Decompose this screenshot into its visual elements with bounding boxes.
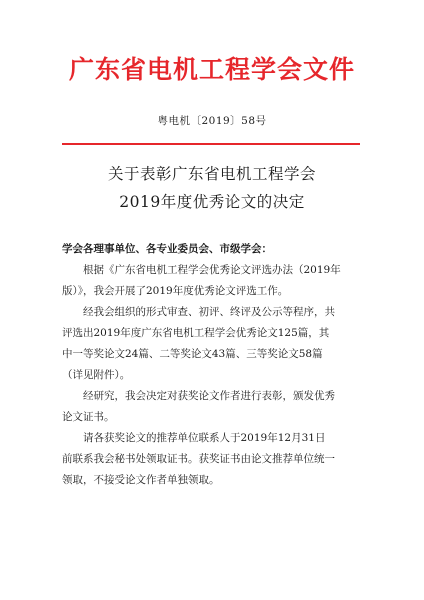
- paragraph-line: 请各获奖论文的推荐单位联系人于2019年12月31日: [83, 432, 326, 444]
- document-number: 粤电机〔2019〕58号: [157, 115, 267, 127]
- document-title-line-2: 2019年度优秀论文的决定: [119, 193, 305, 211]
- red-divider: [62, 143, 360, 145]
- paragraph-line: （详见附件）。: [62, 369, 131, 381]
- paragraph-4: [62, 428, 360, 491]
- document-body: [62, 239, 360, 491]
- paragraph-2: [62, 302, 360, 386]
- addressee: 学会各理事单位、各专业委员会、市级学会：: [62, 243, 272, 255]
- paragraph-line: 中一等奖论文24篇、二等奖论文43篇、三等奖论文58篇: [62, 348, 323, 360]
- paragraph-line: 前联系我会秘书处领取证书。获奖证书由论文推荐单位统一: [62, 453, 335, 465]
- paragraph-line: 论文证书。: [62, 411, 115, 423]
- paragraph-line: 领取，不接受论文作者单独领取。: [62, 474, 220, 486]
- document-title-line-1: 关于表彰广东省电机工程学会: [107, 165, 316, 183]
- paragraph-line: 评选出2019年度广东省电机工程学会优秀论文125篇，其: [62, 327, 330, 339]
- issuer-header: 广东省电机工程学会文件: [68, 55, 355, 84]
- paragraph-line: 经我会组织的形式审查、初评、终评及公示等程序，共: [83, 306, 335, 318]
- paragraph-3: [62, 386, 360, 428]
- paragraph-line: 根据《广东省电机工程学会优秀论文评选办法（2019年: [83, 264, 341, 276]
- paragraph-1: [62, 260, 360, 302]
- paragraph-line: 经研究，我会决定对获奖论文作者进行表彰，颁发优秀: [83, 390, 335, 402]
- paragraph-line: 版）》，我会开展了2019年度优秀论文评选工作。: [62, 285, 289, 297]
